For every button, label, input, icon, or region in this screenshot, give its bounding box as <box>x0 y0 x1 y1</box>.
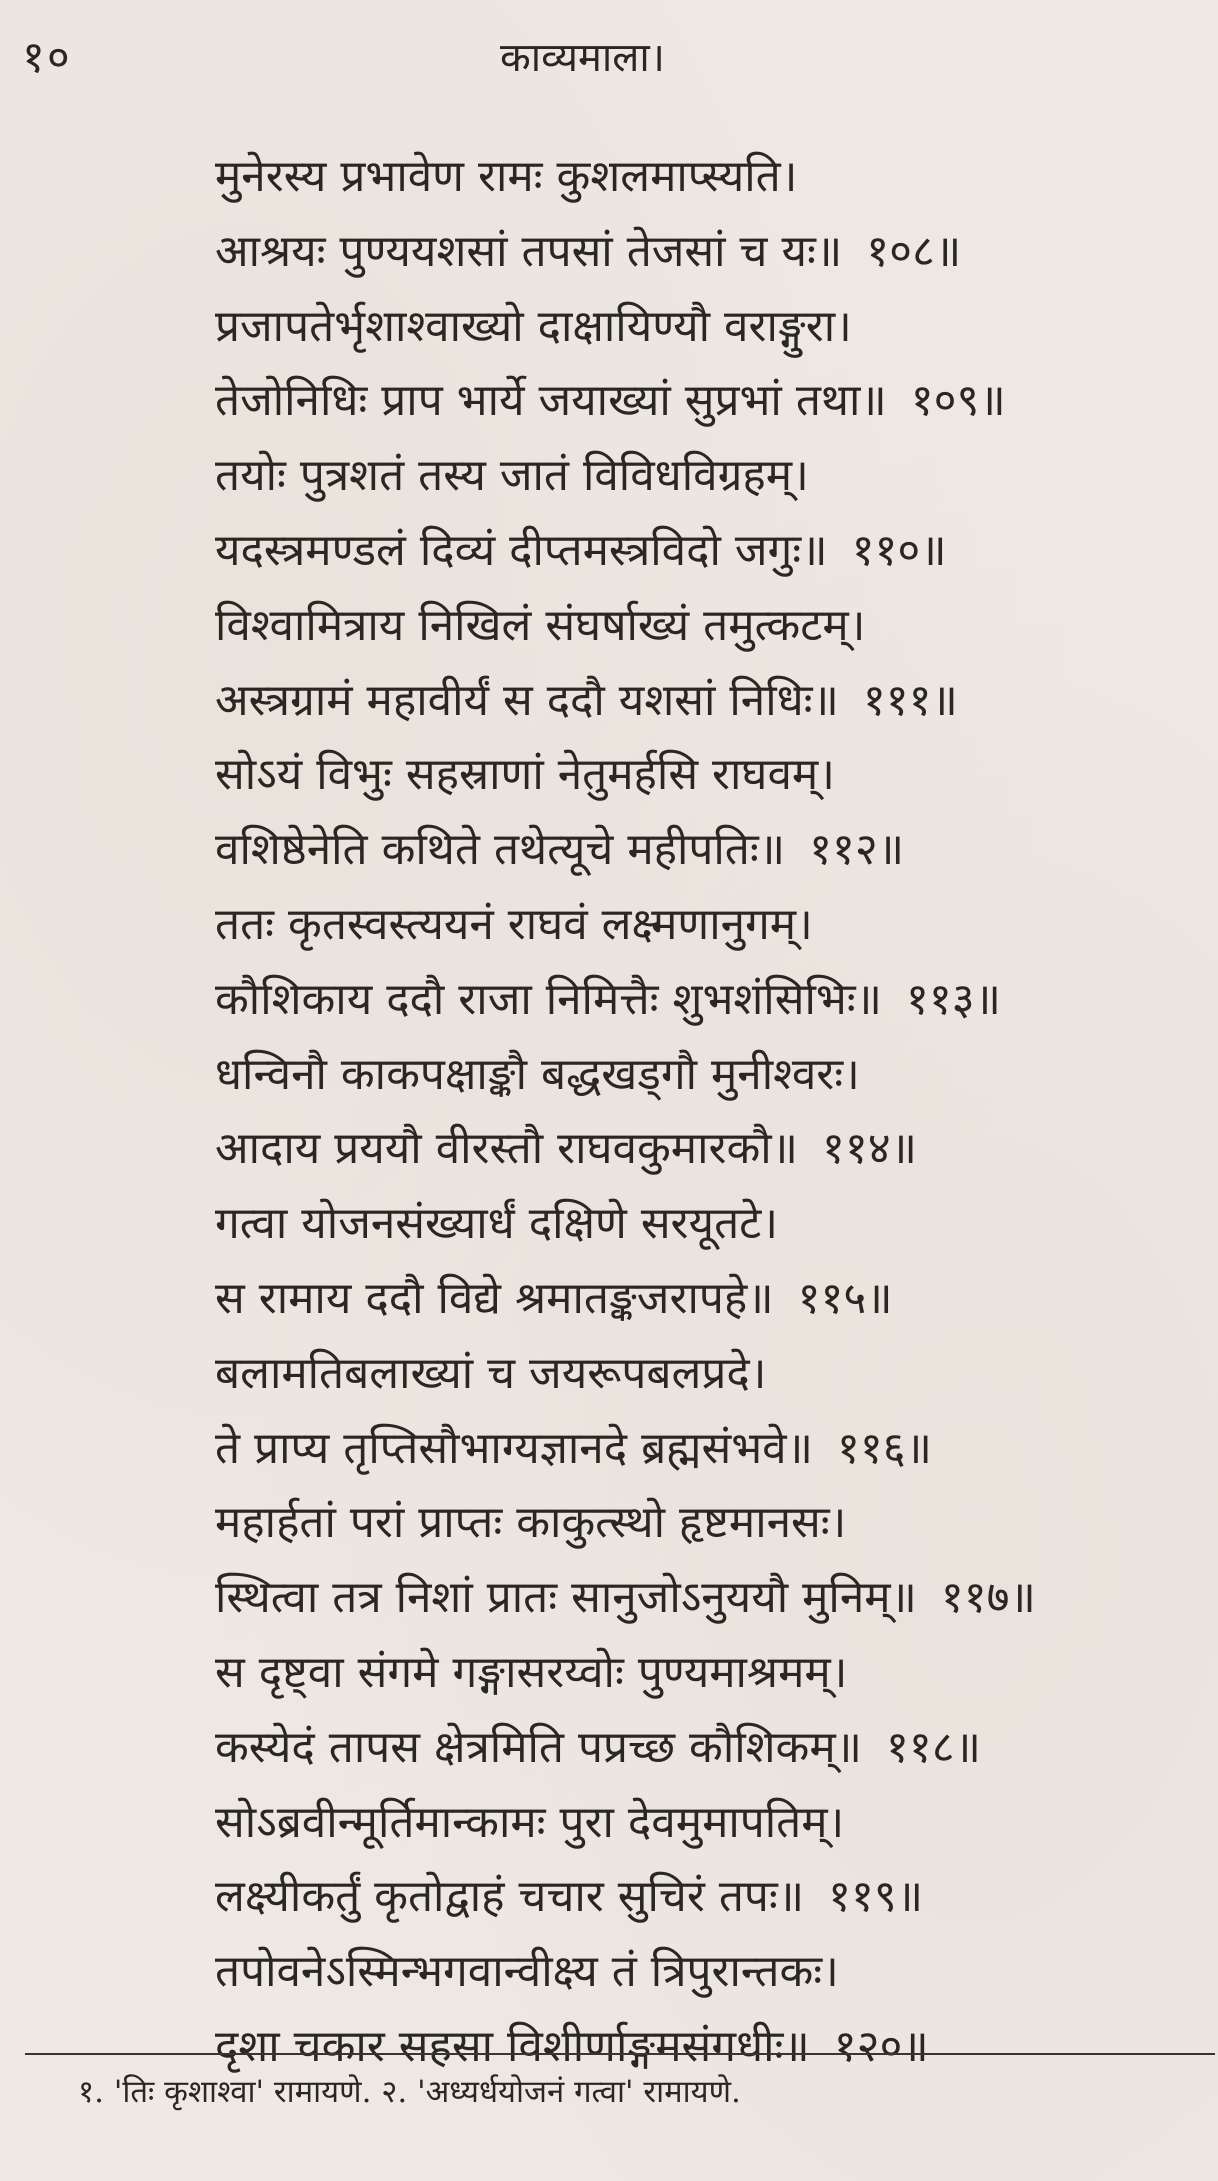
verse-line <box>215 1262 1215 1337</box>
footnotes: १. 'तिः कृशाश्वा' रामायणे. २. 'अध्यर्धयोजनं गत्वा' रामायणे. <box>78 2074 741 2110</box>
verse-text: स रामाय ददौ विद्ये श्रमातङ्कजरापहे॥ <box>215 1272 774 1324</box>
verse-text: दृशा चकार सहसा विशीर्णाङ्गमसंगधीः॥ <box>215 2020 810 2072</box>
verse-line <box>215 514 1215 589</box>
verse-line <box>215 439 1215 514</box>
verse-line <box>215 1112 1215 1187</box>
verse-number: ११६॥ <box>836 1422 932 1474</box>
verse-number: ११५॥ <box>797 1272 893 1324</box>
verse-line <box>215 1486 1215 1561</box>
verse-text: धन्विनौ काकपक्षाङ्कौ बद्धखड्गौ मुनीश्वरः। <box>215 1048 860 1100</box>
verse-line <box>215 215 1215 290</box>
verse-number: १०९॥ <box>910 375 1006 427</box>
verse-text: कौशिकाय ददौ राजा निमित्तैः शुभशंसिभिः॥ <box>215 973 883 1025</box>
verse-line <box>215 1711 1215 1786</box>
verse-number: ११२॥ <box>809 824 905 876</box>
verse-number: ११३॥ <box>906 973 1002 1025</box>
verse-text: ते प्राप्य तृप्तिसौभाग्यज्ञानदे ब्रह्मसंभवे॥ <box>215 1422 813 1474</box>
verse-number: ११४॥ <box>822 1123 918 1175</box>
verse-text: सोऽयं विभुः सहस्राणां नेतुमर्हसि राघवम्। <box>215 749 835 801</box>
verse-text: स्थित्वा तत्र निशां प्रातः सानुजोऽनुययौ मुनिम्॥ <box>215 1572 917 1624</box>
verse-text: तयोः पुत्रशतं तस्य जातं विविधविग्रहम्। <box>215 450 809 502</box>
verse-line <box>215 589 1215 664</box>
verse-line <box>215 1786 1215 1861</box>
verse-line <box>215 1935 1215 2010</box>
verse-line <box>215 1038 1215 1113</box>
verse-number: ११८॥ <box>886 1721 981 1773</box>
verse-line <box>215 1561 1215 1636</box>
verse-line <box>215 364 1215 439</box>
footnote-rule <box>25 2053 1215 2055</box>
verse-text: विश्वामित्राय निखिलं संघर्षाख्यं तमुत्कटम्। <box>215 599 866 651</box>
verse-text: कस्येदं तापस क्षेत्रमिति पप्रच्छ कौशिकम्॥ <box>215 1721 862 1773</box>
verse-number: ११७॥ <box>940 1572 1036 1624</box>
verse-number: १०८॥ <box>866 225 962 277</box>
verse-line <box>215 963 1215 1038</box>
verse-line <box>215 664 1215 739</box>
page-number: १० <box>22 32 72 83</box>
verse-text: आदाय प्रययौ वीरस्तौ राघवकुमारकौ॥ <box>215 1123 799 1175</box>
verse-line <box>215 888 1215 963</box>
verse-line <box>215 140 1215 215</box>
verse-line <box>215 1860 1215 1935</box>
verse-line <box>215 1187 1215 1262</box>
verse-text: आश्रयः पुण्ययशसां तपसां तेजसां च यः॥ <box>215 225 843 277</box>
verse-number: ११९॥ <box>828 1871 924 1923</box>
verse-text: तेजोनिधिः प्राप भार्ये जयाख्यां सुप्रभां तथा॥ <box>215 375 887 427</box>
verse-text: वशिष्ठेनेति कथिते तथेत्यूचे महीपतिः॥ <box>215 824 786 876</box>
verse-line <box>215 813 1215 888</box>
verse-text: गत्वा योजनसंख्यार्धं दक्षिणे सरयूतटे। <box>215 1198 779 1250</box>
verse-text: बलामतिबलाख्यां च जयरूपबलप्रदे। <box>215 1347 767 1399</box>
verse-text: प्रजापतेर्भृशाश्वाख्यो दाक्षायिण्यौ वराङ्गुरा। <box>215 300 852 352</box>
verse-text: अस्त्रग्रामं महावीर्यं स ददौ यशसां निधिः॥ <box>215 674 839 726</box>
verse-text: सोऽब्रवीन्मूर्तिमान्कामः पुरा देवमुमापतिम्। <box>215 1796 845 1848</box>
verse-text: स दृष्ट्वा संगमे गङ्गासरय्वोः पुण्यमाश्रमम्। <box>215 1646 848 1698</box>
verse-text: मुनेरस्य प्रभावेण रामः कुशलमाप्स्यति। <box>215 151 798 202</box>
verse-number: १२०॥ <box>833 2020 929 2072</box>
verse-line <box>215 1412 1215 1487</box>
verse-text: महार्हतां परां प्राप्तः काकुत्स्थो हृष्टमानसः। <box>215 1497 847 1549</box>
verse-line <box>215 290 1215 365</box>
verse-text: यदस्त्रमण्डलं दिव्यं दीप्तमस्त्रविदो जगुः॥ <box>215 524 828 576</box>
verse-text: लक्ष्यीकर्तुं कृतोद्वाहं चचार सुचिरं तपः॥ <box>215 1871 805 1923</box>
verse-block <box>215 140 1215 2085</box>
verse-text: तपोवनेऽस्मिन्भगवान्वीक्ष्य तं त्रिपुरान्तकः। <box>215 1946 839 1998</box>
verse-number: १११॥ <box>862 674 958 726</box>
verse-text: ततः कृतस्वस्त्ययनं राघवं लक्ष्मणानुगम्। <box>215 898 813 950</box>
verse-line <box>215 1636 1215 1711</box>
verse-line <box>215 738 1215 813</box>
verse-line <box>215 1337 1215 1412</box>
verse-number: ११०॥ <box>851 524 947 576</box>
running-title: काव्यमाला। <box>500 35 665 81</box>
